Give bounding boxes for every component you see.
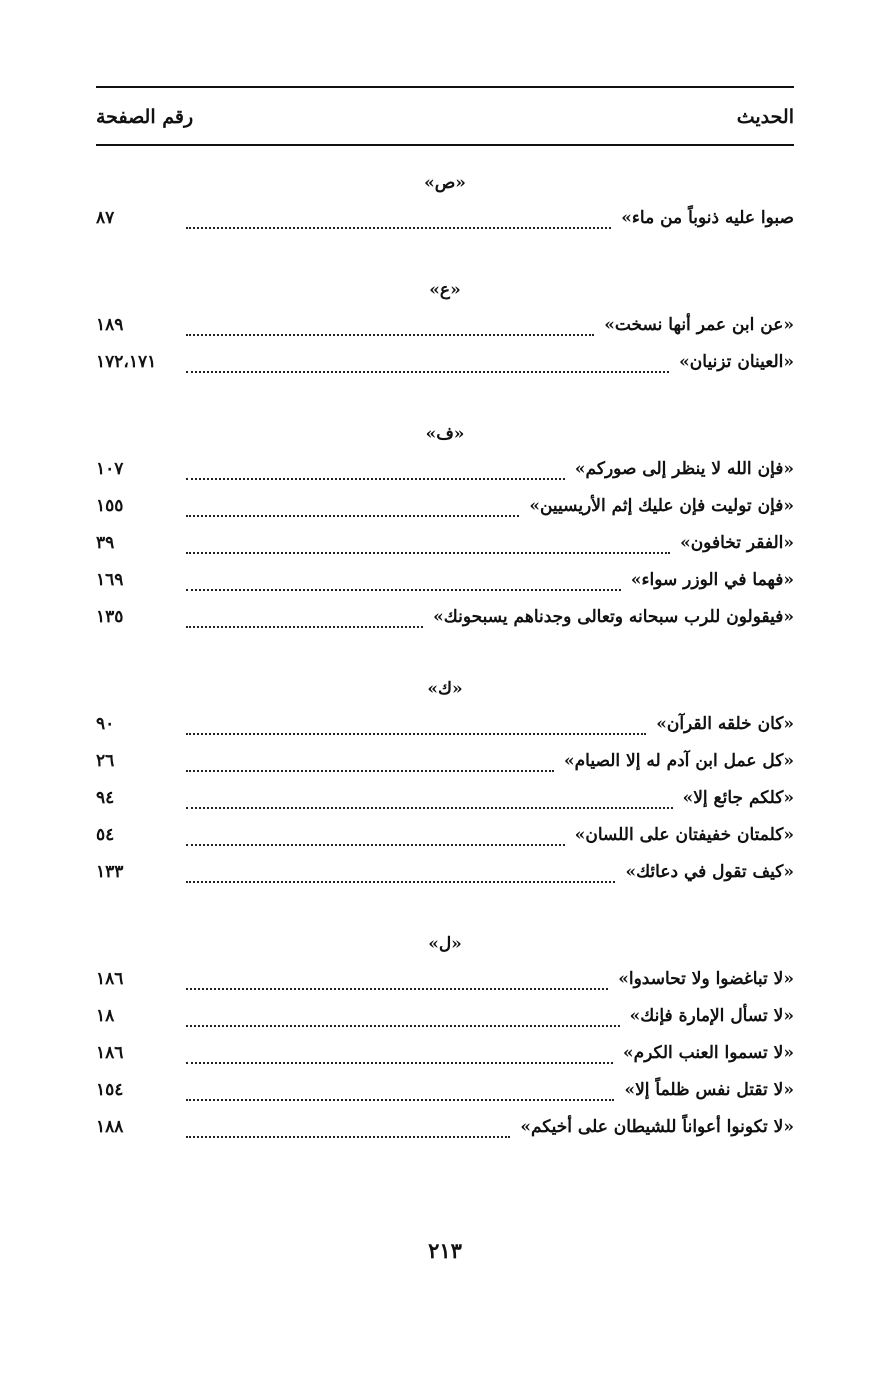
dot-leader (186, 770, 554, 772)
entry-page-number: ١٥٥ (96, 496, 124, 516)
section-letter-heading: «ص» (424, 173, 466, 193)
dot-leader (186, 371, 669, 373)
index-entry (96, 1109, 794, 1146)
entry-page-number: ١٣٣ (96, 862, 124, 882)
hadith-text: «كيف تقول في دعائك» (625, 862, 794, 882)
index-entry (96, 451, 794, 488)
top-rule (96, 86, 794, 88)
hadith-text: «العينان تزنيان» (679, 352, 794, 372)
page-number-column-label: رقم الصفحة (96, 106, 194, 128)
hadith-text: «لا تقتل نفس ظلماً إلا» (624, 1080, 794, 1100)
dot-leader (186, 227, 611, 229)
index-section (96, 931, 794, 1146)
index-entry (96, 599, 794, 636)
dot-leader (186, 1025, 620, 1027)
entry-page-number: ١٨٦ (96, 1043, 124, 1063)
hadith-text: «فيقولون للرب سبحانه وتعالى وجدناهم يسبحونك» (433, 607, 794, 627)
index-page (96, 86, 794, 1316)
entry-page-number: ٩٠ (96, 714, 115, 734)
dot-leader (186, 478, 565, 480)
entry-page-number: ٨٧ (96, 208, 115, 228)
section-letter-heading: «ل» (428, 934, 462, 954)
dot-leader (186, 1136, 510, 1138)
index-entry (96, 780, 794, 817)
index-entry (96, 817, 794, 854)
index-sections (96, 170, 794, 1186)
hadith-column-label: الحديث (736, 106, 794, 128)
entry-page-number: ٢٦ (96, 751, 115, 771)
hadith-text: «لا تكونوا أعواناً للشيطان على أخيكم» (520, 1117, 794, 1137)
entry-page-number: ١٨٩ (96, 315, 124, 335)
dot-leader (186, 515, 519, 517)
index-entry (96, 998, 794, 1035)
index-entry (96, 525, 794, 562)
hadith-text: «فإن توليت فإن عليك إثم الأريسيين» (529, 496, 794, 516)
page-number: ٢١٣ (428, 1238, 462, 1263)
index-entry (96, 706, 794, 743)
entry-page-number: ١٥٤ (96, 1080, 124, 1100)
index-section (96, 170, 794, 237)
entry-page-number: ١٠٧ (96, 459, 124, 479)
index-section (96, 421, 794, 636)
header-rule (96, 144, 794, 146)
index-section (96, 676, 794, 891)
entry-page-number: ١٦٩ (96, 570, 124, 590)
hadith-text: «كل عمل ابن آدم له إلا الصيام» (564, 751, 794, 771)
index-entry (96, 344, 794, 381)
dot-leader (186, 1062, 613, 1064)
entry-page-number: ١٨٨ (96, 1117, 124, 1137)
hadith-text: «لا تباغضوا ولا تحاسدوا» (618, 969, 794, 989)
hadith-text: «فهما في الوزر سواء» (630, 570, 794, 590)
dot-leader (186, 733, 646, 735)
entry-page-number: ١٧٢،١٧١ (96, 352, 157, 372)
hadith-text: «فإن الله لا ينظر إلى صوركم» (574, 459, 794, 479)
dot-leader (186, 334, 594, 336)
entry-page-number: ٣٩ (96, 533, 115, 553)
hadith-text: «لا تسموا العنب الكرم» (622, 1043, 794, 1063)
column-header (96, 102, 794, 132)
index-entry (96, 1072, 794, 1109)
index-entry (96, 961, 794, 998)
dot-leader (186, 1099, 614, 1101)
dot-leader (186, 881, 615, 883)
section-letter-heading: «ف» (425, 424, 465, 444)
section-letter-heading: «ك» (427, 679, 463, 699)
dot-leader (186, 807, 673, 809)
dot-leader (186, 844, 565, 846)
dot-leader (186, 589, 621, 591)
dot-leader (186, 626, 423, 628)
hadith-text: «لا تسأل الإمارة فإنك» (629, 1006, 794, 1026)
dot-leader (186, 988, 608, 990)
index-section (96, 277, 794, 381)
index-entry (96, 200, 794, 237)
dot-leader (186, 552, 670, 554)
index-entry (96, 307, 794, 344)
hadith-text: «عن ابن عمر أنها نسخت» (604, 315, 794, 335)
hadith-text: صبوا عليه ذنوباً من ماء» (621, 208, 794, 228)
entry-page-number: ١٨ (96, 1006, 115, 1026)
section-letter-heading: «ع» (429, 280, 461, 300)
index-entry (96, 854, 794, 891)
hadith-text: «كلمتان خفيفتان على اللسان» (574, 825, 794, 845)
hadith-text: «كان خلقه القرآن» (656, 714, 794, 734)
index-entry (96, 743, 794, 780)
entry-page-number: ١٨٦ (96, 969, 124, 989)
entry-page-number: ٩٤ (96, 788, 115, 808)
index-entry (96, 1035, 794, 1072)
index-entry (96, 562, 794, 599)
index-entry (96, 488, 794, 525)
hadith-text: «الفقر تخافون» (680, 533, 794, 553)
entry-page-number: ٥٤ (96, 825, 115, 845)
hadith-text: «كلكم جائع إلا» (682, 788, 794, 808)
entry-page-number: ١٣٥ (96, 607, 124, 627)
